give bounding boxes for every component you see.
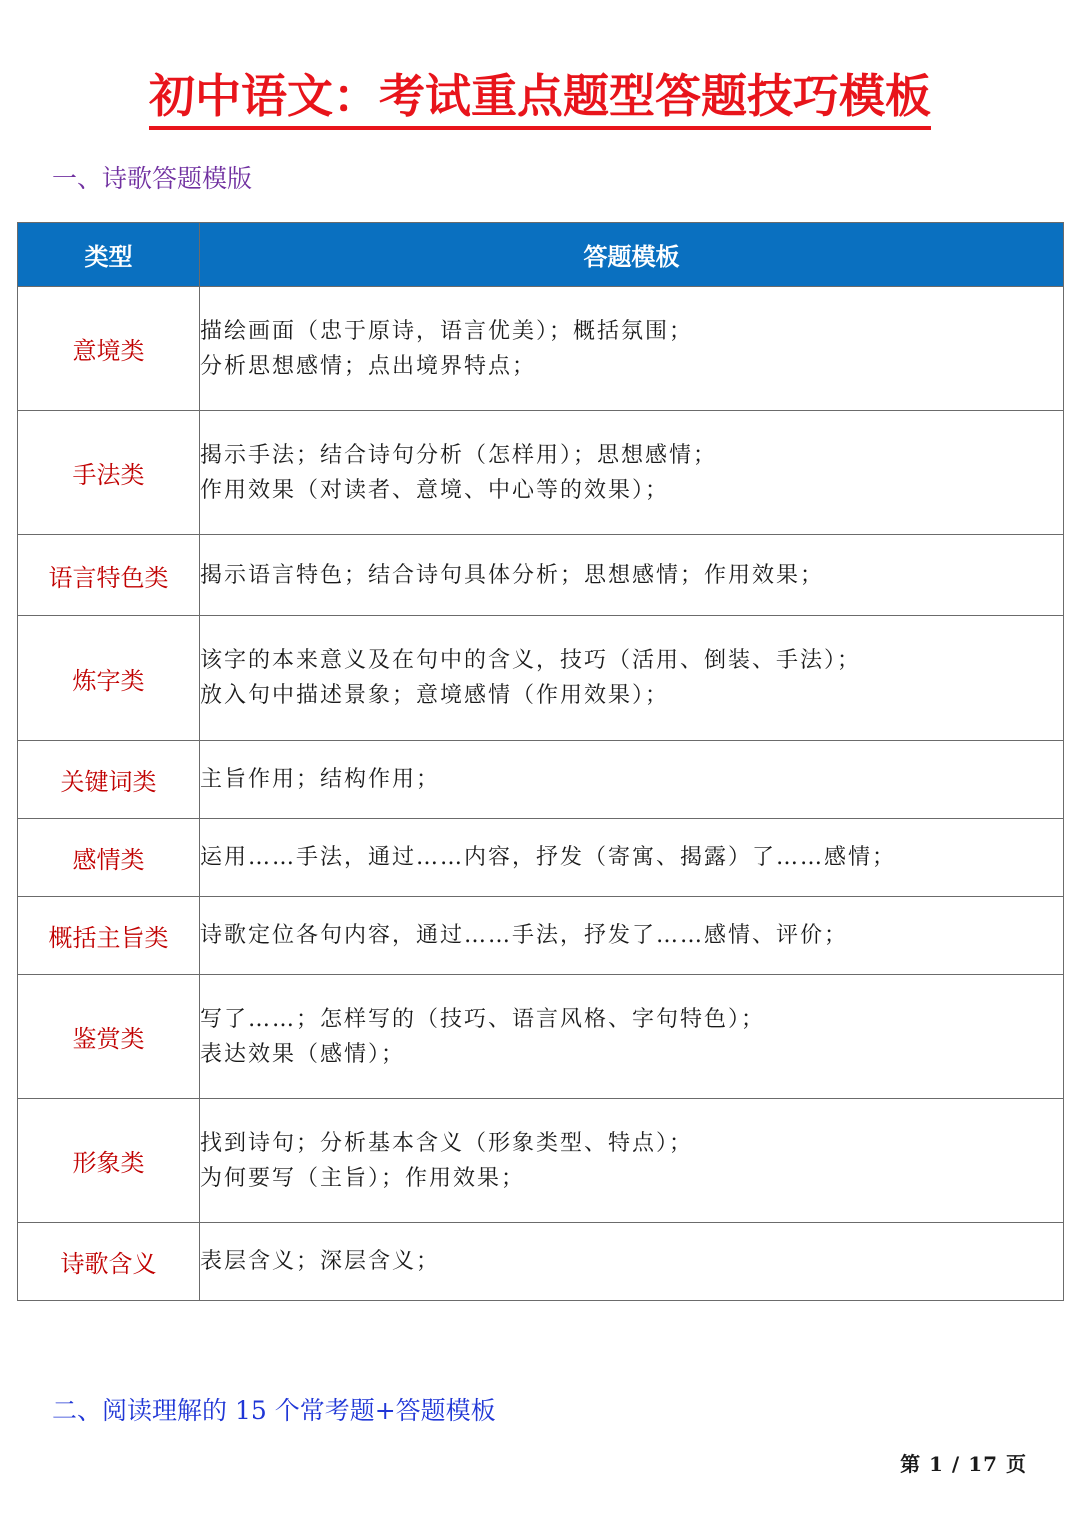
table-row: [18, 819, 1064, 897]
page-number: 第 1 / 17 页: [900, 1452, 1027, 1476]
table-row: [18, 1223, 1064, 1301]
template-line: 揭示手法；结合诗句分析（怎样用）；思想感情；: [200, 442, 718, 468]
header-type: 类型: [18, 223, 200, 287]
row-template: [200, 741, 1064, 819]
section-heading-reading: 二、阅读理解的 15 个常考题+答题模板: [52, 1396, 496, 1425]
document-title-wrap: [0, 66, 1080, 130]
template-line: 放入句中描述景象；意境感情（作用效果）；: [200, 683, 670, 708]
header-template: 答题模板: [200, 223, 1064, 287]
row-template: [200, 411, 1064, 535]
template-line: 为何要写（主旨）；作用效果；: [200, 1165, 526, 1191]
table-row: [18, 897, 1064, 975]
template-line: 找到诗句；分析基本含义（形象类型、特点）；: [200, 1130, 694, 1156]
row-type: 手法类: [18, 411, 200, 535]
row-template: [200, 975, 1064, 1099]
row-type: 鉴赏类: [18, 975, 200, 1099]
template-line: 运用……手法，通过……内容，抒发（寄寓、揭露）了……感情；: [200, 845, 897, 870]
section-heading-poetry: 一、诗歌答题模版: [52, 164, 253, 193]
row-type: 意境类: [18, 287, 200, 411]
template-line: 诗歌定位各句内容，通过……手法，抒发了……感情、评价；: [200, 923, 849, 948]
document-title: 初中语文：考试重点题型答题技巧模板: [149, 66, 931, 130]
row-type: 关键词类: [18, 741, 200, 819]
table-row: [18, 741, 1064, 819]
row-type: 形象类: [18, 1099, 200, 1223]
table-row: [18, 1099, 1064, 1223]
template-line: 作用效果（对读者、意境、中心等的效果）；: [200, 477, 670, 503]
row-template: [200, 616, 1064, 741]
table-header-row: [18, 223, 1064, 287]
poetry-template-table: [17, 222, 1064, 1301]
template-line: 表层含义；深层含义；: [200, 1249, 441, 1274]
template-line: 该字的本来意义及在句中的含义，技巧（活用、倒装、手法）；: [200, 648, 862, 673]
template-line: 主旨作用；结构作用；: [200, 767, 441, 792]
row-template: [200, 1223, 1064, 1301]
template-line: 描绘画面（忠于原诗，语言优美）；概括氛围；: [200, 318, 694, 344]
row-template: [200, 897, 1064, 975]
row-type: 炼字类: [18, 616, 200, 741]
table-row: [18, 975, 1064, 1099]
table-row: [18, 535, 1064, 616]
row-template: [200, 819, 1064, 897]
row-template: [200, 287, 1064, 411]
row-type: 语言特色类: [18, 535, 200, 616]
row-type: 诗歌含义: [18, 1223, 200, 1301]
row-type: 概括主旨类: [18, 897, 200, 975]
template-line: 写了……；怎样写的（技巧、语言风格、字句特色）；: [200, 1006, 766, 1032]
template-line: 表达效果（感情）；: [200, 1041, 406, 1067]
row-template: [200, 535, 1064, 616]
template-line: 揭示语言特色；结合诗句具体分析；思想感情；作用效果；: [200, 562, 825, 588]
table-row: [18, 411, 1064, 535]
template-line: 分析思想感情；点出境界特点；: [200, 353, 537, 379]
row-template: [200, 1099, 1064, 1223]
table-row: [18, 287, 1064, 411]
table-row: [18, 616, 1064, 741]
row-type: 感情类: [18, 819, 200, 897]
